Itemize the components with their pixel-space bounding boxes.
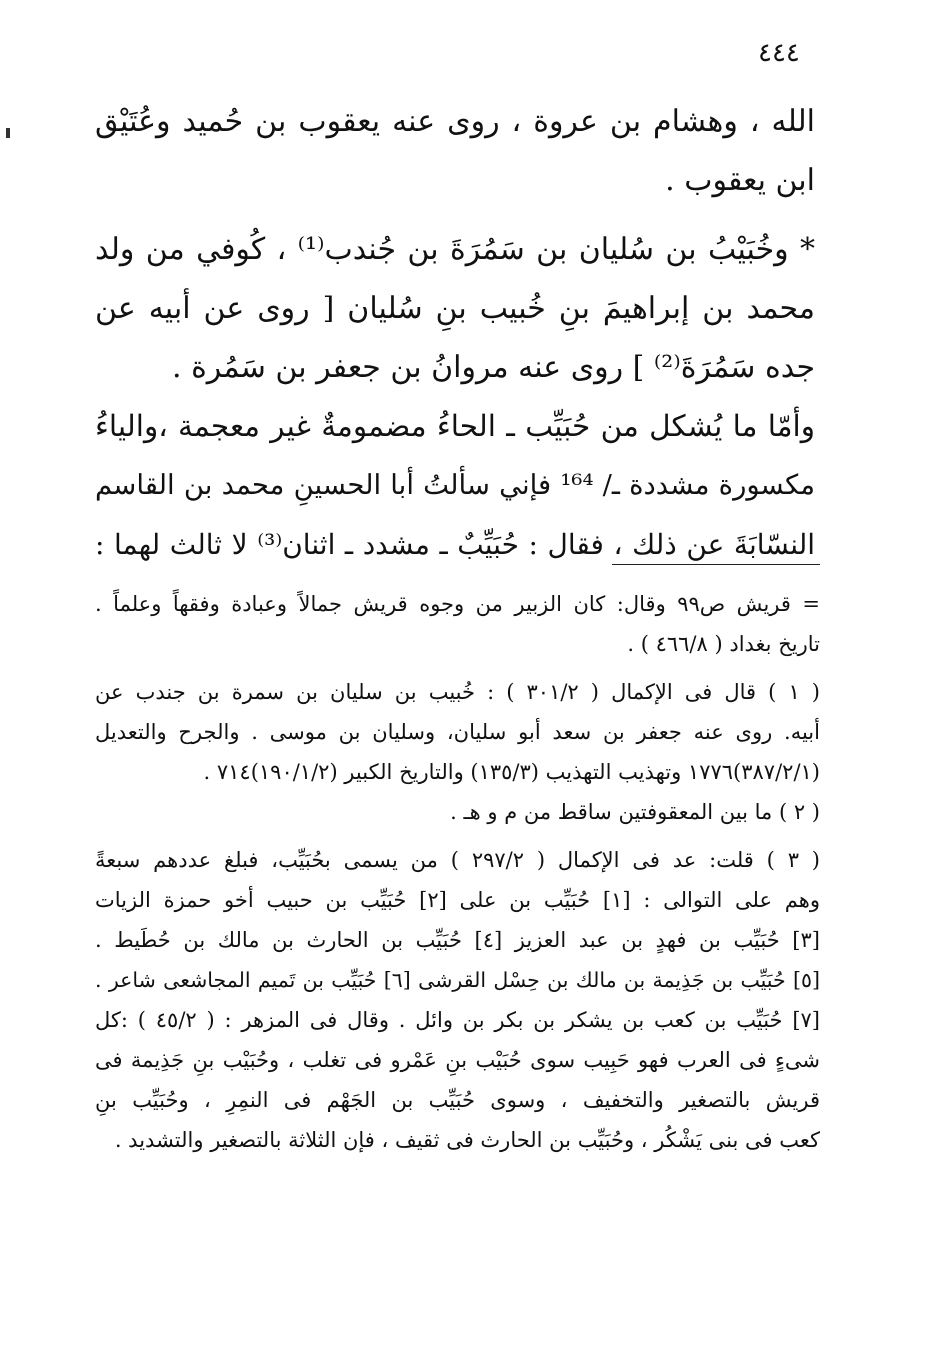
footnote-line: = قريش ص٩٩ وقال: كان الزبير من وجوه قريش جمالاً وعبادة وفقهاً وعلماً . bbox=[95, 592, 821, 616]
footnote-line: [٥] حُبَيِّب بن جَذِيمة بن مالك بن حِسْل القرشى [٦] حُبَيِّب بن تَميم المجاشعى شاعر . bbox=[95, 968, 821, 992]
footnote-line: أبيه. روى عنه جعفر بن سعد أبو سليان، وسليان بن موسى . والجرح والتعديل bbox=[95, 720, 820, 744]
footnote-separator bbox=[612, 564, 820, 565]
footnote-line: ( ٢ ) ما بين المعقوفتين ساقط من م و هـ . bbox=[450, 800, 820, 824]
footnote-line: [٣] حُبَيِّب بن فهدٍ بن عبد العزيز [٤] حُبَيِّب بن الحارث بن مالك بن حُطَيط . bbox=[95, 928, 820, 952]
footnote-line: شىءٍ فى العرب فهو حَبِيب سوى حُبَيْب بنِ عَمْرو فى تغلب ، وحُبَيْب بنِ جَذِيمة فى bbox=[95, 1048, 820, 1072]
footnote-line: ( ٣ ) قلت: عد فى الإكمال ( ٢٩٧/٢ ) من يسمى بحُبَيِّب، فبلغ عددهم سبعةً bbox=[95, 848, 821, 872]
text-line: * وخُبَيْبُ بن سُليان بن سَمُرَةَ بن جُندب⁽¹⁾ ، كُوفي من ولد bbox=[95, 232, 815, 267]
text-line: الله ، وهشام بن عروة ، روى عنه يعقوب بن حُميد وعُتَيْق bbox=[95, 104, 815, 139]
page-number: ٤٤٤ bbox=[758, 38, 800, 68]
footnote-line: تاريخ بغداد ( ٤٦٦/٨ ) . bbox=[627, 632, 820, 656]
footnote-line: كعب فى بنى يَشْكُر ، وحُبَيِّب بن الحارث فى ثقيف ، فإن الثلاثة بالتصغير والتشديد . bbox=[114, 1128, 820, 1152]
text-line: النسّابَةَ عن ذلك ، فقال : حُبَيِّبٌ ـ مشدد ـ اثنان⁽³⁾ لا ثالث لهما : bbox=[95, 528, 816, 561]
text-line: جده سَمُرَةَ⁽²⁾ ] روى عنه مروانُ بن جعفر بن سَمُرة . bbox=[172, 350, 815, 385]
footnote-line: (٣٨٧/٢/١)١٧٧٦ وتهذيب التهذيب (١٣٥/٣) والتاريخ الكبير (١٩٠/١/٢)٧١٤ . bbox=[203, 760, 820, 784]
text-line: محمد بن إبراهيمَ بنِ خُبيب بنِ سُليان [ روى عن أبيه عن bbox=[95, 291, 815, 326]
footnotes bbox=[95, 584, 820, 1160]
text-line: مكسورة مشددة ـ/ ¹⁶⁴ فإني سألتُ أبا الحسينِ محمد بن القاسم bbox=[95, 469, 816, 501]
footnote-line: وهم على التوالى : [١] حُبَيِّب بن على [٢] حُبَيِّب بن حبيب أخو حمزة الزيات bbox=[95, 888, 820, 912]
text-line: وأمّا ما يُشكل من حُبَيِّب ـ الحاءُ مضمومةٌ غير معجمة ،والياءُ bbox=[95, 409, 815, 443]
footnote-line: [٧] حُبَيِّب بن كعب بن يشكر بن بكر بن وائل . وقال فى المزهر : ( ٤٥/٢ ) :كل bbox=[95, 1008, 820, 1032]
text-line: ابن يعقوب . bbox=[665, 163, 815, 198]
footnote-line: قريش بالتصغير والتخفيف ، وسوى حُبَيِّب بن الجَهْم فى النمِرِ ، وحُبَيِّب بنِ bbox=[95, 1088, 820, 1112]
scan-margin-mark bbox=[6, 128, 10, 138]
footnote-line: ( ١ ) قال فى الإكمال ( ٣٠١/٢ ) : خُبيب بن سليان بن سمرة بن جندب عن bbox=[95, 680, 820, 704]
main-text bbox=[95, 92, 815, 574]
